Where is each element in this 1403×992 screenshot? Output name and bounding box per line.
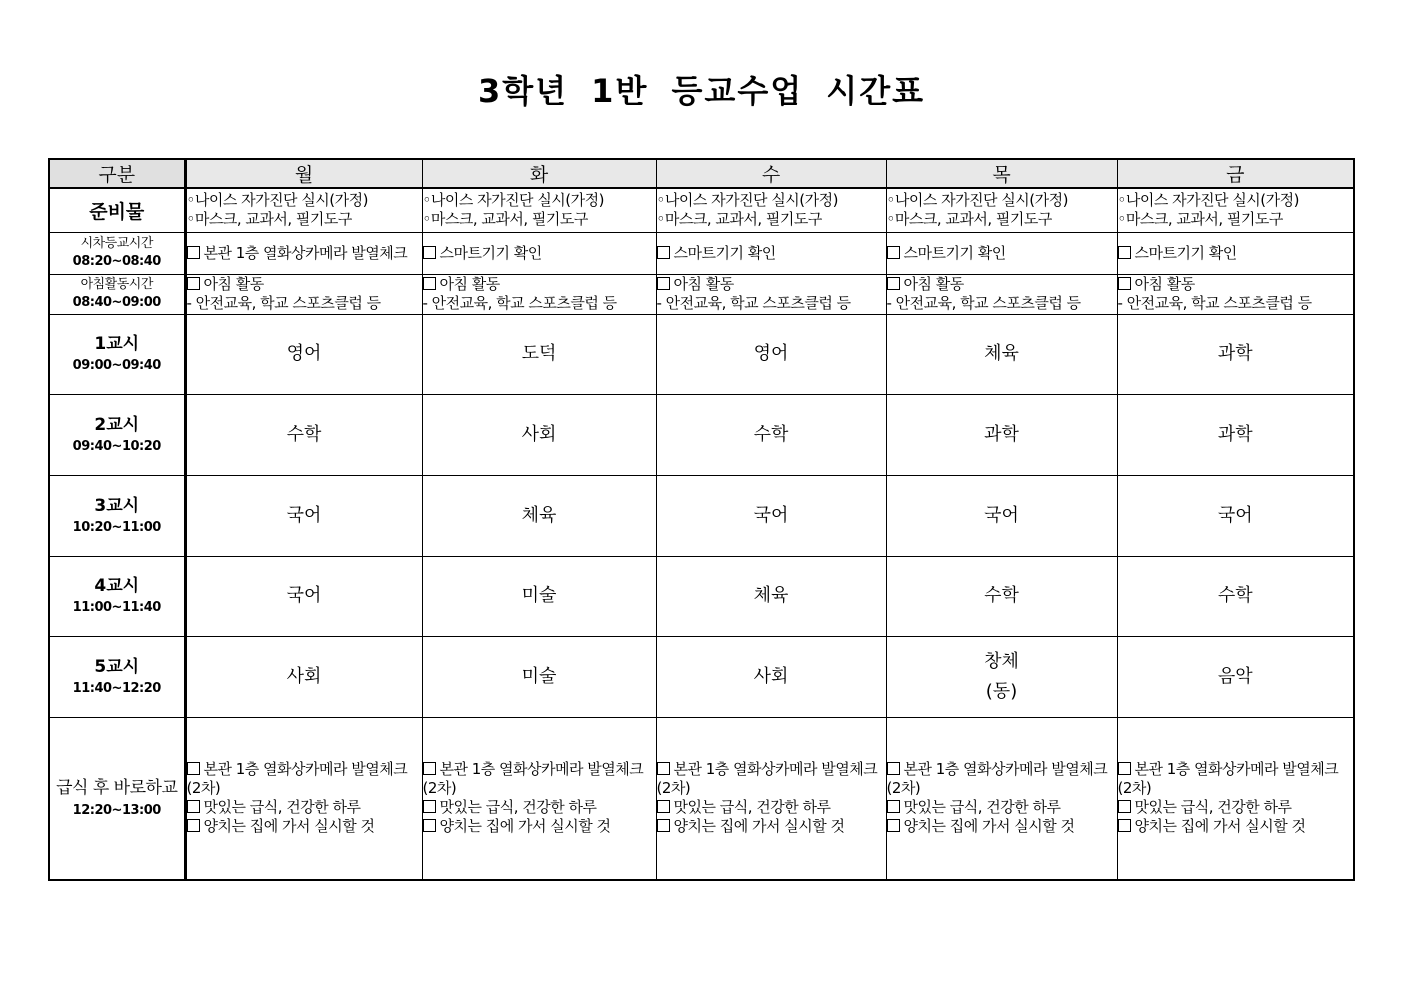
checkbox-icon bbox=[1118, 800, 1131, 813]
staggered-cell-tue: 스마트기기 확인 bbox=[422, 232, 656, 274]
checkbox-icon bbox=[887, 762, 900, 775]
prep-item: ◦나이스 자가진단 실시(가정) bbox=[422, 191, 604, 210]
checkbox-icon bbox=[657, 762, 670, 775]
checkbox-icon bbox=[187, 277, 200, 290]
checkbox-icon bbox=[423, 277, 436, 290]
checkbox-icon bbox=[187, 800, 200, 813]
lunch-cell-wed: 본관 1층 열화상카메라 발열체크 (2차) 맛있는 급식, 건강한 하루 양치는 집에 가서 실시할 것 bbox=[656, 717, 886, 880]
subject-cell: 과학 bbox=[1117, 394, 1354, 475]
subject-cell: 사회 bbox=[656, 636, 886, 717]
staggered-row bbox=[49, 232, 1354, 274]
subject-cell: 도덕 bbox=[422, 314, 656, 394]
checkbox-icon bbox=[423, 762, 436, 775]
subject-cell: 사회 bbox=[422, 394, 656, 475]
subject-subnote: (동) bbox=[985, 680, 1018, 702]
prep-cell-fri bbox=[1117, 188, 1354, 232]
header-row bbox=[49, 159, 1354, 188]
period-row bbox=[49, 636, 1354, 717]
prep-item: ◦마스크, 교과서, 필기도구 bbox=[186, 210, 352, 229]
staggered-cell-mon: 본관 1층 열화상카메라 발열체크 bbox=[185, 232, 422, 274]
subject-cell: 체육 bbox=[422, 475, 656, 556]
header-thu: 목 bbox=[886, 159, 1117, 188]
staggered-label: 시차등교시간 08:20~08:40 bbox=[49, 232, 185, 274]
subject-cell: 국어 bbox=[185, 556, 422, 636]
period-label: 1교시 09:00~09:40 bbox=[49, 314, 185, 394]
subject-cell: 창체 (동) bbox=[886, 636, 1117, 717]
timetable bbox=[48, 158, 1355, 881]
subject-cell: 체육 bbox=[886, 314, 1117, 394]
checkbox-icon bbox=[423, 246, 436, 259]
prep-label: 준비물 bbox=[49, 188, 185, 232]
period-time: 10:20~11:00 bbox=[72, 519, 161, 535]
subject-cell: 영어 bbox=[656, 314, 886, 394]
subject-cell: 수학 bbox=[185, 394, 422, 475]
period-label: 2교시 09:40~10:20 bbox=[49, 394, 185, 475]
period-label: 4교시 11:00~11:40 bbox=[49, 556, 185, 636]
period-time: 09:40~10:20 bbox=[72, 438, 161, 454]
period-row bbox=[49, 556, 1354, 636]
subject-cell: 영어 bbox=[185, 314, 422, 394]
prep-item: ◦마스크, 교과서, 필기도구 bbox=[656, 210, 822, 229]
morning-label: 아침활동시간 08:40~09:00 bbox=[49, 274, 185, 314]
checkbox-icon bbox=[887, 246, 900, 259]
checkbox-icon bbox=[423, 800, 436, 813]
prep-item: ◦나이스 자가진단 실시(가정) bbox=[1117, 191, 1299, 210]
checkbox-icon bbox=[423, 819, 436, 832]
subject-cell: 수학 bbox=[656, 394, 886, 475]
checkbox-icon bbox=[187, 762, 200, 775]
subject-cell: 체육 bbox=[656, 556, 886, 636]
subject-cell: 수학 bbox=[1117, 556, 1354, 636]
period-label: 3교시 10:20~11:00 bbox=[49, 475, 185, 556]
prep-item: ◦마스크, 교과서, 필기도구 bbox=[886, 210, 1052, 229]
subject-cell: 국어 bbox=[185, 475, 422, 556]
checkbox-icon bbox=[657, 277, 670, 290]
staggered-cell-fri: 스마트기기 확인 bbox=[1117, 232, 1354, 274]
prep-item: ◦나이스 자가진단 실시(가정) bbox=[656, 191, 838, 210]
subject-cell: 사회 bbox=[185, 636, 422, 717]
prep-item: ◦마스크, 교과서, 필기도구 bbox=[1117, 210, 1283, 229]
lunch-row bbox=[49, 717, 1354, 880]
period-time: 09:00~09:40 bbox=[72, 358, 161, 373]
period-label: 5교시 11:40~12:20 bbox=[49, 636, 185, 717]
subject-cell: 미술 bbox=[422, 556, 656, 636]
subject-cell: 수학 bbox=[886, 556, 1117, 636]
subject-cell: 음악 bbox=[1117, 636, 1354, 717]
checkbox-icon bbox=[657, 800, 670, 813]
staggered-cell-thu: 스마트기기 확인 bbox=[886, 232, 1117, 274]
checkbox-icon bbox=[1118, 762, 1131, 775]
header-mon: 월 bbox=[185, 159, 422, 188]
header-wed: 수 bbox=[656, 159, 886, 188]
prep-item: ◦나이스 자가진단 실시(가정) bbox=[186, 191, 368, 210]
lunch-cell-thu: 본관 1층 열화상카메라 발열체크 (2차) 맛있는 급식, 건강한 하루 양치는 집에 가서 실시할 것 bbox=[886, 717, 1117, 880]
checkbox-icon bbox=[657, 819, 670, 832]
prep-cell-tue bbox=[422, 188, 656, 232]
morning-time: 08:40~09:00 bbox=[72, 294, 161, 310]
lunch-cell-tue: 본관 1층 열화상카메라 발열체크 (2차) 맛있는 급식, 건강한 하루 양치는 집에 가서 실시할 것 bbox=[422, 717, 656, 880]
lunch-time: 12:20~13:00 bbox=[72, 803, 161, 819]
morning-cell-tue: 아침 활동 - 안전교육, 학교 스포츠클럽 등 bbox=[422, 274, 656, 314]
prep-cell-wed bbox=[656, 188, 886, 232]
subject-cell: 국어 bbox=[886, 475, 1117, 556]
staggered-time: 08:20~08:40 bbox=[72, 253, 161, 269]
header-tue: 화 bbox=[422, 159, 656, 188]
page-title: 3학년 1반 등교수업 시간표 bbox=[477, 72, 926, 110]
subject-cell: 국어 bbox=[1117, 475, 1354, 556]
checkbox-icon bbox=[1118, 277, 1131, 290]
checkbox-icon bbox=[187, 819, 200, 832]
header-fri: 금 bbox=[1117, 159, 1354, 188]
lunch-cell-fri: 본관 1층 열화상카메라 발열체크 (2차) 맛있는 급식, 건강한 하루 양치는 집에 가서 실시할 것 bbox=[1117, 717, 1354, 880]
subject-cell: 과학 bbox=[886, 394, 1117, 475]
lunch-cell-mon: 본관 1층 열화상카메라 발열체크 (2차) 맛있는 급식, 건강한 하루 양치는 집에 가서 실시할 것 bbox=[185, 717, 422, 880]
morning-cell-thu: 아침 활동 - 안전교육, 학교 스포츠클럽 등 bbox=[886, 274, 1117, 314]
period-row bbox=[49, 314, 1354, 394]
prep-item: ◦마스크, 교과서, 필기도구 bbox=[422, 210, 588, 229]
lunch-label: 급식 후 바로하교 12:20~13:00 bbox=[49, 717, 185, 880]
prep-row bbox=[49, 188, 1354, 232]
prep-item: ◦나이스 자가진단 실시(가정) bbox=[886, 191, 1068, 210]
period-row bbox=[49, 394, 1354, 475]
prep-cell-mon bbox=[185, 188, 422, 232]
prep-cell-thu bbox=[886, 188, 1117, 232]
header-category: 구분 bbox=[49, 159, 185, 188]
morning-row bbox=[49, 274, 1354, 314]
period-row bbox=[49, 475, 1354, 556]
checkbox-icon bbox=[1118, 819, 1131, 832]
subject-cell: 미술 bbox=[422, 636, 656, 717]
checkbox-icon bbox=[887, 800, 900, 813]
staggered-cell-wed: 스마트기기 확인 bbox=[656, 232, 886, 274]
period-time: 11:40~12:20 bbox=[72, 680, 161, 696]
checkbox-icon bbox=[887, 819, 900, 832]
checkbox-icon bbox=[887, 277, 900, 290]
period-time: 11:00~11:40 bbox=[72, 600, 161, 615]
checkbox-icon bbox=[187, 246, 200, 259]
checkbox-icon bbox=[657, 246, 670, 259]
checkbox-icon bbox=[1118, 246, 1131, 259]
morning-cell-fri: 아침 활동 - 안전교육, 학교 스포츠클럽 등 bbox=[1117, 274, 1354, 314]
subject-cell: 국어 bbox=[656, 475, 886, 556]
morning-cell-mon: 아침 활동 - 안전교육, 학교 스포츠클럽 등 bbox=[185, 274, 422, 314]
morning-cell-wed: 아침 활동 - 안전교육, 학교 스포츠클럽 등 bbox=[656, 274, 886, 314]
subject-cell: 과학 bbox=[1117, 314, 1354, 394]
